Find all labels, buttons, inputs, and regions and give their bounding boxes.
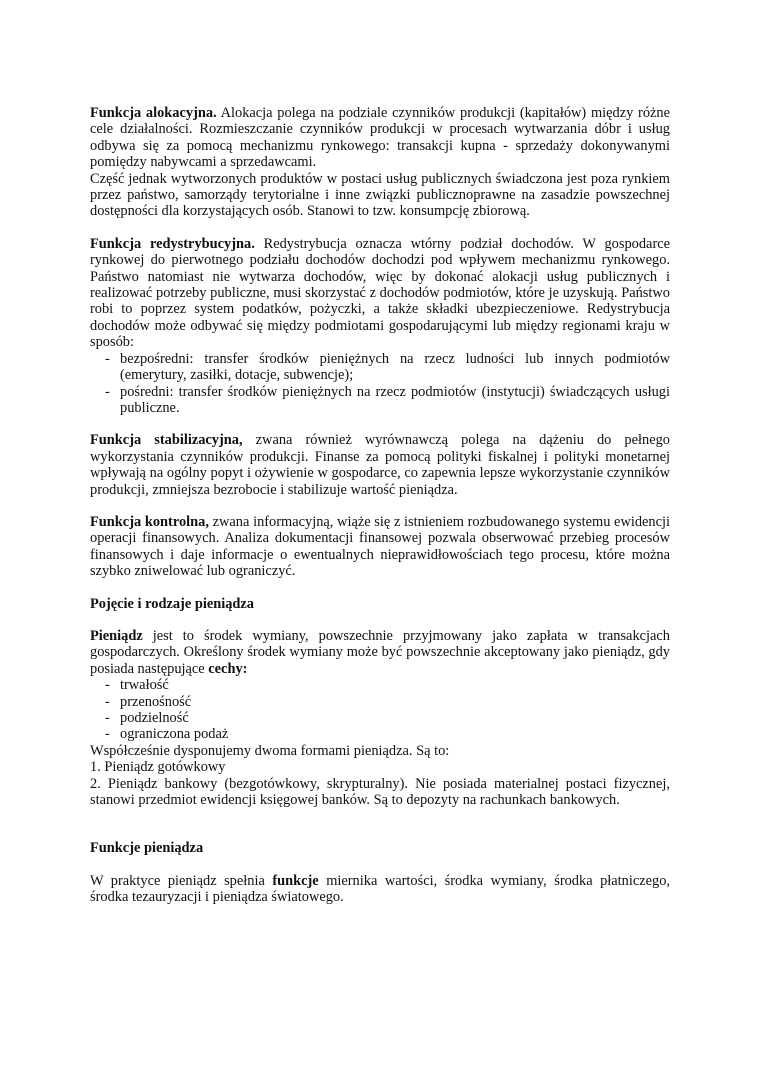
form-1: 1. Pieniądz gotówkowy — [90, 759, 226, 776]
term-cechy: cechy: — [208, 660, 248, 677]
paragraph-funkcje — [90, 873, 670, 906]
form-2: 2. Pieniądz bankowy (bezgotówkowy, skrypturalny). Nie posiada materialnej postaci fizycznej, stanowi przedmiot ewidencji księgowej banków. Są to depozyty na rachunkach bankowych. — [90, 775, 670, 809]
text-funkcje-start: W praktyce pieniądz spełnia — [90, 872, 273, 889]
paragraph-redystrybucyjna — [90, 236, 670, 351]
text-alokacyjna-1: Alokacja polega na podziale czynników produkcji (kapitałów) między różne cele działalności. Rozmieszczanie czynników produkcji w procesach wytwarzania dóbr i usług odbywa się za pomocą mechanizmu rynkowego: transakcji kupna - sprzedaży dokonywanymi pomiędzy nabywcami a sprzedawcami. — [90, 105, 670, 171]
text-stabilizacyjna: zwana również wyrównawczą polega na dążeniu do pełnego wykorzystania czynników produkcji. Finanse za pomocą polityki fiskalnej i polityki monetarnej wpływają na ogólny popyt i ożywienie w gospodarce, co zapewnia lepsze wykorzystanie czynników produkcji, zmniejsza bezrobocie i stabilizuje wartość pieniądza. — [90, 432, 670, 498]
heading-pojecie: Pojęcie i rodzaje pieniądza — [90, 595, 254, 612]
list-item: - trwałość — [105, 677, 670, 693]
paragraph-stabilizacyjna — [90, 432, 670, 498]
list-item: - pośredni: transfer środków pieniężnych na rzecz podmiotów (instytucji) świadczących usługi publiczne. — [105, 384, 670, 417]
text-kontrolna: zwana informacyjną, wiąże się z istnieniem rozbudowanego systemu ewidencji operacji finansowych. Analiza dokumentacji finansowej pozwala obserwować przebieg procesów finansowych i daje informacje o ewentualnych nieprawidłowościach tego procesu, które można szybko zniwelować lub ograniczyć. — [90, 513, 670, 580]
paragraph-pieniadz — [90, 628, 670, 677]
forms-intro: Współcześnie dysponujemy dwoma formami pieniądza. Są to: — [90, 742, 450, 759]
text-funkcje-end: miernika wartości, środka wymiany, środka płatniczego, środka tezauryzacji i pieniądza światowego. — [90, 872, 670, 906]
term-stabilizacyjna: Funkcja stabilizacyjna, — [90, 432, 243, 449]
document-content — [90, 105, 670, 906]
term-funkcje: funkcje — [272, 872, 319, 889]
paragraph-alokacyjna — [90, 105, 670, 171]
term-pieniadz: Pieniądz — [90, 627, 143, 644]
text-redystrybucyjna: Redystrybucja oznacza wtórny podział dochodów. W gospodarce rynkowej do pierwotnego podziału dochodów dochodzi pod wpływem mechanizmu rynkowego. Państwo natomiast nie wytwarza dochodów, więc by dokonać alokacji usług publicznych i realizować potrzeby publiczne, musi skorzystać z dochodów podmiotów, które je uzyskują. Państwo robi to poprzez system podatków, pożyczki, a także składki ubezpieczeniowe. Redystrybucja dochodów może odbywać się między podmiotami gospodarującymi lub między regionami kraju w sposób: — [90, 235, 671, 351]
redystrybucja-list — [90, 351, 670, 417]
heading-funkcje: Funkcje pieniądza — [90, 840, 204, 857]
paragraph-alokacyjna-2: Część jednak wytworzonych produktów w postaci usług publicznych świadczona jest poza rynkiem przez państwo, samorządy terytorialne i inne związki publicznoprawne na zasadzie powszechnej dostępności dla korzystających osób. Stanowi to tzw. konsumpcję zbiorową. — [90, 170, 670, 220]
list-item: - przenośność — [105, 694, 670, 710]
term-alokacyjna: Funkcja alokacyjna. — [90, 105, 217, 121]
term-redystrybucyjna: Funkcja redystrybucyjna. — [90, 235, 255, 252]
traits-list — [90, 677, 670, 743]
paragraph-kontrolna — [90, 514, 670, 580]
term-kontrolna: Funkcja kontrolna, — [90, 513, 209, 530]
list-item: - bezpośredni: transfer środków pieniężnych na rzecz ludności lub innych podmiotów (emerytury, zasiłki, dotacje, subwencje); — [105, 351, 670, 384]
list-item: - ograniczona podaż — [105, 726, 670, 742]
text-pieniadz: jest to środek wymiany, powszechnie przyjmowany jako zapłata w transakcjach gospodarczych. Określony środek wymiany może być powszechnie akceptowany jako pieniądz, gdy posiada następujące — [90, 627, 670, 677]
list-item: - podzielność — [105, 710, 670, 726]
